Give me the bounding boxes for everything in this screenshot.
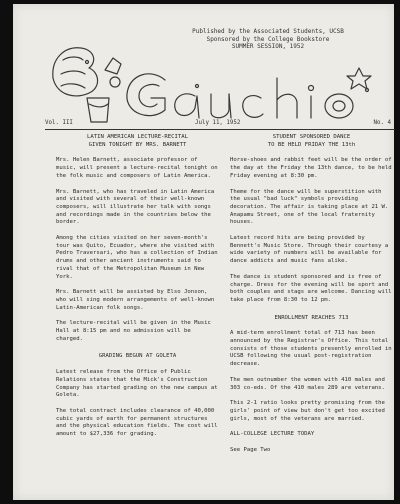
article-paragraph: The dance is student sponsored and is free of charge. Dress for the evening will be sport and both couples and stags are welcome. Dancing will take place from 8:30 to 12 pm. <box>230 273 392 303</box>
article-paragraph: Among the cities visited on her seven-month's tour was Quito, Ecuador, where she visited with Pedro Traversari, who has a collection of Indian drums and other ancient instruments said to rival that of the Metropolitan Museum in New York. <box>56 235 218 280</box>
issue-date: July 11, 1952 <box>195 120 241 126</box>
el-gaucho-logo <box>47 35 387 128</box>
article-paragraph: Latest record hits are being provided by Bennett's Music Store. Through their courtesy a wide variety of numbers will be available for dance addicts and music fans alike. <box>230 235 389 265</box>
session-line: SUMMER SESSION, 1952 <box>231 43 305 51</box>
article-paragraph: Mrs. Helen Barnett, associate professor of music, will present a lecture-recital tonight on the folk music and composers of Latin America. <box>56 157 218 179</box>
article-paragraph: The lecture-recital will be given in the Music Hall at 8:15 pm and no admission will be charged. <box>56 320 211 342</box>
article-paragraph: Horse-shoes and rabbit feet will be the order of the day at the Friday the 13th dance, to be held Friday evening at 8:30 pm. <box>230 157 392 179</box>
dance-headline <box>230 134 393 149</box>
article-paragraph: The men outnumber the women with 410 males and 303 co-eds. Of the 410 males 289 are veterans. <box>230 376 385 391</box>
masthead-rule <box>45 129 395 130</box>
issue-number: No. 4 <box>373 120 391 126</box>
article-paragraph: A mid-term enrollment total of 713 has been announced by the Registrar's Office. This total consists of those students presently enrolled in UCSB following the usual post-registration decrease. <box>230 330 392 368</box>
left-column <box>56 134 219 447</box>
article-paragraph: This 2-1 ratio looks pretty promising from the girls' point of view but don't get too excited girls, most of the veterans are married. <box>230 400 385 422</box>
article-paragraph: Mrs. Barnett will be assisted by Elso Jonson, who will sing modern arrangements of well-known Latin-American folk songs. <box>56 289 215 311</box>
see-page-two: See Page Two <box>230 447 271 454</box>
article-paragraph: The total contract includes clearance of 40,000 cubic yards of earth for permanent structures and the physical education fields. The cost will amount to $27,336 for grading. <box>56 407 218 438</box>
article-paragraph: Theme for the dance will be superstition with the usual "bad luck" symbols providing decoration. The affair is taking place at 21 W. Anapamu Street, one of the local fraternity houses. <box>230 188 389 226</box>
headline-line: TO BE HELD FRIDAY THE 13th <box>267 141 356 148</box>
article-paragraph: Mrs. Barnett, who has traveled in Latin America and visited with several of their well-known composers, will illustrate her talk with songs and recordings made in the countries below the border. <box>56 188 215 226</box>
headline-line: LATIN AMERICAN LECTURE-RECITAL <box>86 134 189 140</box>
headline-line: GIVEN TONIGHT BY MRS. BARNETT <box>88 141 187 148</box>
lecture-headline <box>56 134 219 149</box>
headline-line: STUDENT SPONSORED DANCE <box>272 134 351 140</box>
publisher-line: Published by the Associated Students, UCSB <box>192 28 344 35</box>
sponsor-line: Sponsored by the College Bookstore <box>206 35 330 43</box>
grading-headline: GRADING BEGUN AT GOLETA <box>98 353 177 360</box>
enrollment-headline: ENROLLMENT REACHES 713 <box>274 314 349 321</box>
lecture-notice: ALL-COLLEGE LECTURE TODAY <box>230 431 315 438</box>
article-paragraph: Latest release from the Office of Public Relations states that the Mick's Construction Company has started grading on the new campus at Goleta. <box>56 369 218 399</box>
right-column <box>230 134 393 463</box>
newspaper-page <box>13 4 394 500</box>
volume-label: Vol. III <box>45 120 73 126</box>
